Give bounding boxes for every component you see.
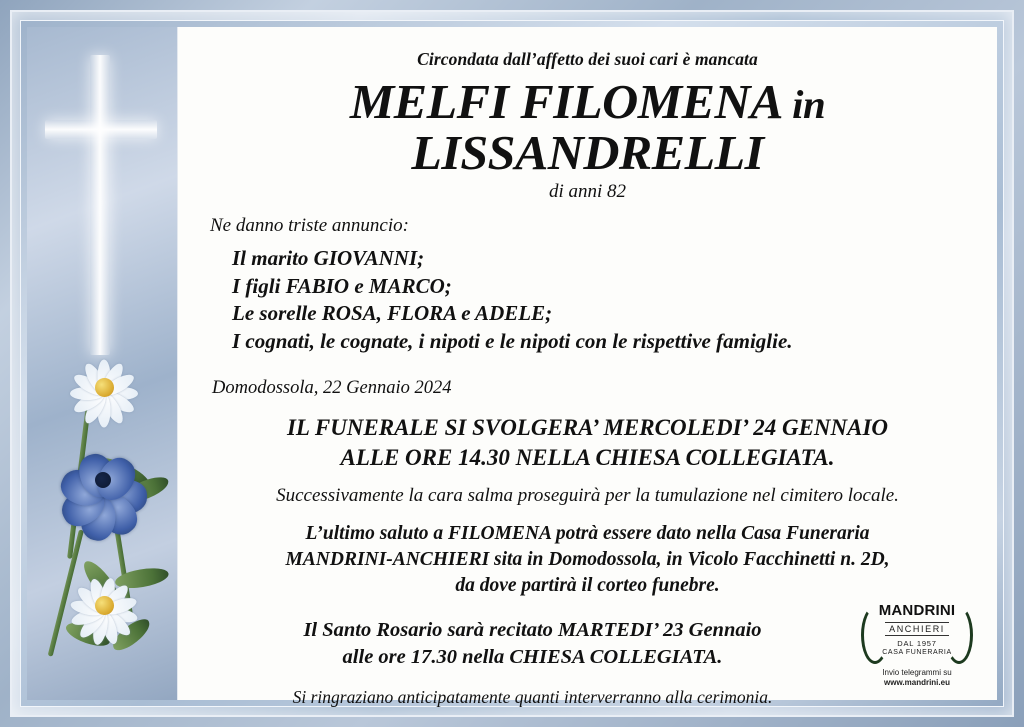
announcement-line: Ne danno triste annuncio: — [210, 214, 409, 236]
burial-note: Successivamente la cara salma proseguirà per la tumulazione nel cimitero locale. — [276, 484, 899, 506]
daisy-flower-icon — [59, 560, 149, 650]
funeral-line: ALLE ORE 14.30 NELLA CHIESA COLLEGIATA. — [340, 444, 835, 470]
cross-vertical-bar — [90, 55, 110, 355]
telegram-label: Invio telegrammi su — [882, 668, 952, 677]
logo-line-since: DAL 1957 — [897, 639, 937, 648]
blue-flower-icon — [55, 432, 151, 528]
family-member-line: I cognati, le cognate, i nipoti e le nipoti con le rispettive famiglie. — [232, 329, 793, 354]
family-member-line: Le sorelle ROSA, FLORA e ADELE; — [232, 301, 553, 326]
website-url[interactable]: www.mandrini.eu — [884, 678, 950, 687]
deceased-name-connector: in — [792, 82, 826, 127]
cross-horizontal-bar — [45, 120, 157, 139]
age-line: di anni 82 — [548, 180, 627, 202]
daisy-flower-icon — [61, 344, 147, 430]
farewell-line: da dove partirà il corteo funebre. — [455, 574, 720, 596]
thanks-note: Si ringraziano anticipatamente quanti interverranno alla cerimonia. — [292, 687, 773, 707]
deceased-name — [196, 76, 978, 179]
logo-line-anchieri: ANCHIERI — [885, 622, 949, 636]
funeral-line: IL FUNERALE SI SVOLGERA’ MERCOLEDI’ 24 GENNAIO — [286, 414, 889, 440]
logo-line-casa-funeraria: CASA FUNERARIA — [882, 649, 952, 656]
farewell-line: MANDRINI-ANCHIERI sita in Domodossola, in Vicolo Facchinetti n. 2D, — [285, 548, 890, 570]
laurel-wreath-icon — [861, 602, 973, 664]
obituary-content — [177, 27, 997, 707]
poster-frame-inner — [20, 20, 1004, 707]
family-member-line: I figli FABIO e MARCO; — [232, 273, 452, 298]
rosary-line: Il Santo Rosario sarà recitato MARTEDI’ 23 Gennaio — [303, 618, 762, 641]
deceased-name-first: MELFI FILOMENA — [349, 74, 781, 129]
wreath-left-icon — [861, 606, 889, 664]
family-list — [232, 245, 971, 356]
cross-icon — [27, 55, 177, 355]
place-and-date: Domodossola, 22 Gennaio 2024 — [212, 377, 452, 398]
wreath-right-icon — [945, 606, 973, 664]
logo-brand: MANDRINI — [878, 602, 956, 619]
farewell-line: L’ultimo saluto a FILOMENA potrà essere dato nella Casa Funeraria — [305, 522, 870, 544]
decorative-left-panel — [27, 27, 177, 700]
rosary-line: alle ore 17.30 nella CHIESA COLLEGIATA. — [342, 645, 723, 668]
funeral-details — [204, 413, 971, 473]
family-member-line: Il marito GIOVANNI; — [232, 245, 425, 270]
logo-footer — [851, 668, 983, 688]
poster-frame-outer — [10, 10, 1014, 717]
deceased-name-last: LISSANDRELLI — [411, 125, 764, 181]
intro-line: Circondata dall’affetto dei suoi cari è mancata — [417, 49, 758, 69]
flower-decoration — [27, 320, 177, 700]
funeral-home-logo — [851, 596, 983, 692]
farewell-details — [204, 521, 971, 599]
